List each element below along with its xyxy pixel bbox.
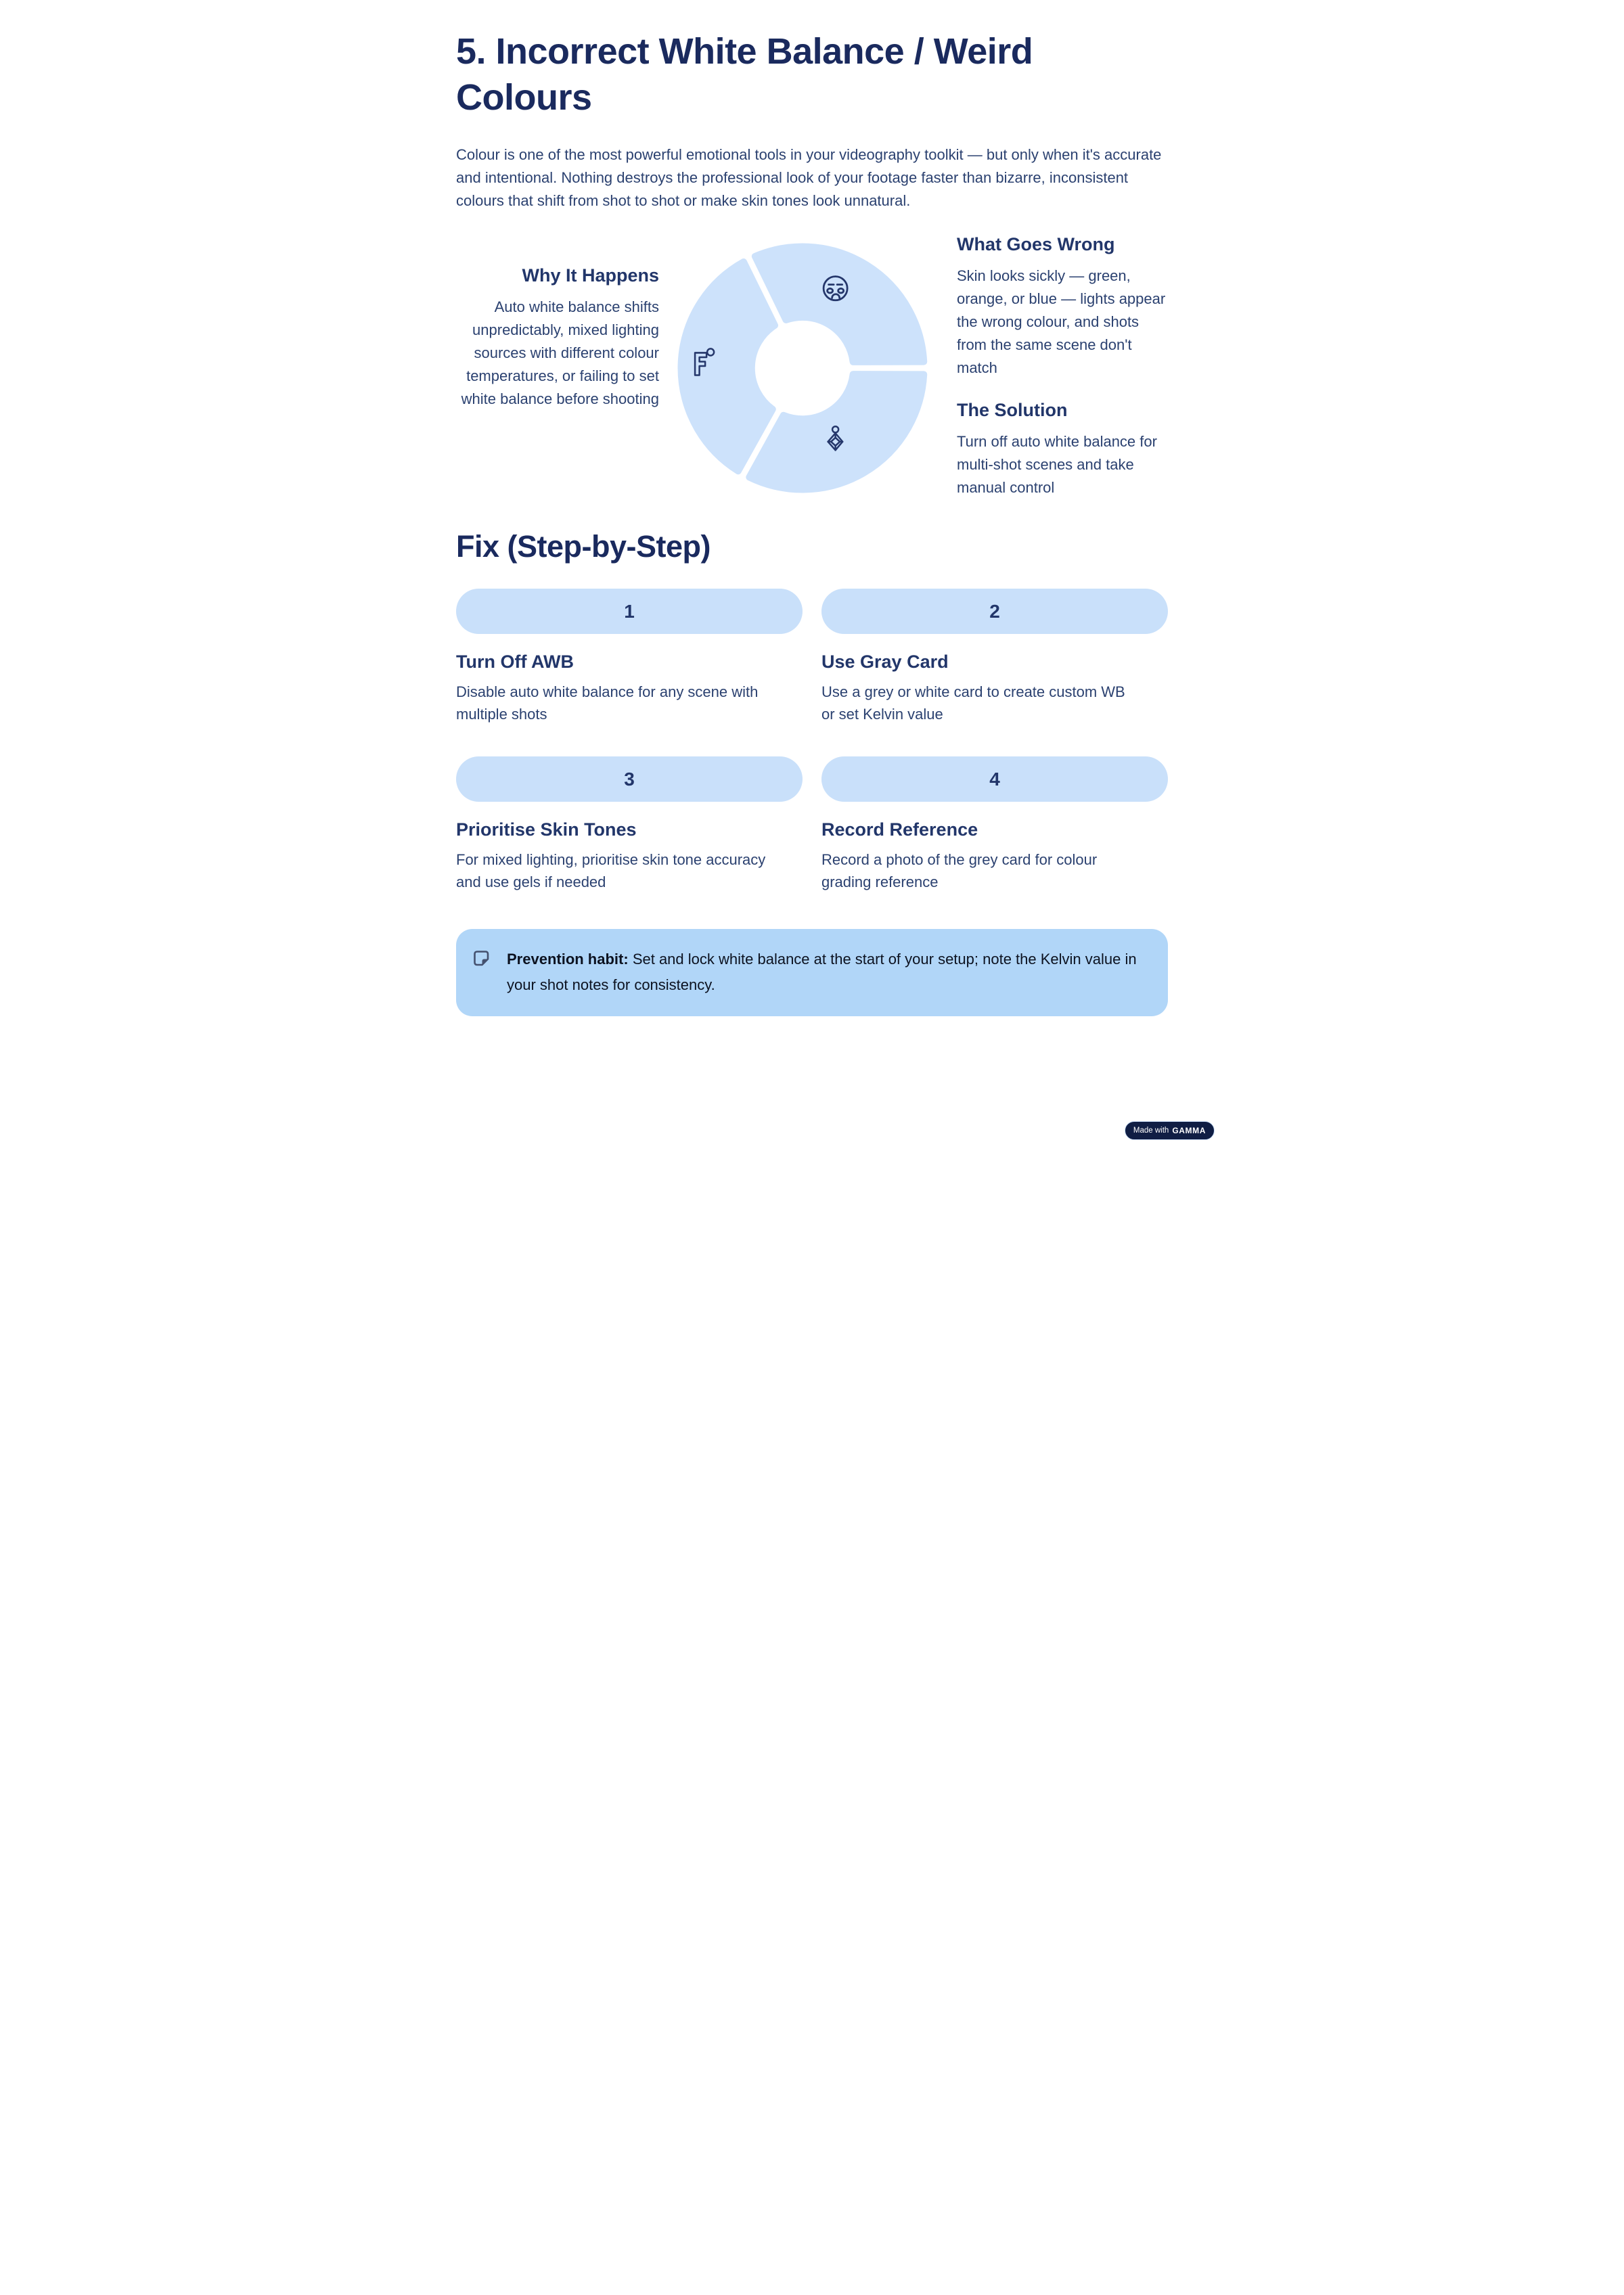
callout-text: [507, 947, 1141, 998]
solution-body: Turn off auto white balance for multi-shot scenes and take manual control: [957, 433, 1157, 497]
step-number: 2: [989, 600, 1000, 622]
wrong-heading: What Goes Wrong: [957, 234, 1115, 255]
badge-prefix: Made with: [1133, 1127, 1169, 1135]
intro-paragraph: Colour is one of the most powerful emotional tools in your videography toolkit — but only when it's accurate and intentional. Nothing destroys the professional look of your footage faster than bizarre, inconsistent colours that shift from shot to shot or make skin tones look unnatural.: [456, 146, 1162, 210]
sticky-note-icon: [472, 949, 491, 968]
step-pill: [456, 589, 803, 634]
step-body: For mixed lighting, prioritise skin tone accuracy and use gels if needed: [456, 851, 766, 891]
donut-diagram: [675, 241, 930, 495]
step-card-2: [821, 589, 1168, 725]
step-title: Use Gray Card: [821, 652, 949, 673]
step-card-4: [821, 756, 1168, 893]
wrong-body: Skin looks sickly — green, orange, or blue — lights appear the wrong colour, and shots from the same scene don't match: [957, 267, 1166, 377]
prevention-callout: [456, 929, 1168, 1016]
step-title: Record Reference: [821, 819, 978, 840]
step-pill: [821, 756, 1168, 802]
callout-label: Prevention habit:: [507, 951, 629, 968]
step-title: Turn Off AWB: [456, 652, 574, 673]
step-card-1: [456, 589, 803, 725]
step-pill: [456, 756, 803, 802]
step-body: Record a photo of the grey card for colour grading reference: [821, 851, 1098, 891]
gamma-logo-wordmark: GAMMA: [1172, 1126, 1206, 1135]
wrong-solution-column: [957, 231, 1168, 499]
donut-segment-top: [755, 247, 924, 362]
steps-grid: [456, 589, 1168, 893]
step-title: Prioritise Skin Tones: [456, 819, 637, 840]
fix-heading: Fix (Step-by-Step): [456, 529, 711, 564]
overview-section: [456, 231, 1168, 499]
step-body: Use a grey or white card to create custom WB or set Kelvin value: [821, 683, 1125, 723]
step-number: 4: [989, 768, 1000, 790]
made-with-gamma-badge[interactable]: [1125, 1121, 1215, 1140]
step-body: Disable auto white balance for any scene with multiple shots: [456, 683, 759, 723]
page-title: 5. Incorrect White Balance / Weird Colours: [456, 31, 1033, 118]
donut-diagram-column: [675, 231, 930, 499]
step-card-3: [456, 756, 803, 893]
why-heading: Why It Happens: [522, 265, 659, 286]
document-page: [406, 0, 1218, 1148]
why-body: Auto white balance shifts unpredictably, mixed lighting sources with different colour temperatures, or failing to set white balance before shooting: [461, 298, 659, 408]
solution-heading: The Solution: [957, 400, 1068, 421]
why-it-happens-column: [456, 231, 659, 499]
step-number: 3: [624, 768, 635, 790]
step-number: 1: [624, 600, 635, 622]
callout-body: Set and lock white balance at the start of your setup; note the Kelvin value in your shot notes for consistency.: [507, 951, 1137, 994]
step-pill: [821, 589, 1168, 634]
